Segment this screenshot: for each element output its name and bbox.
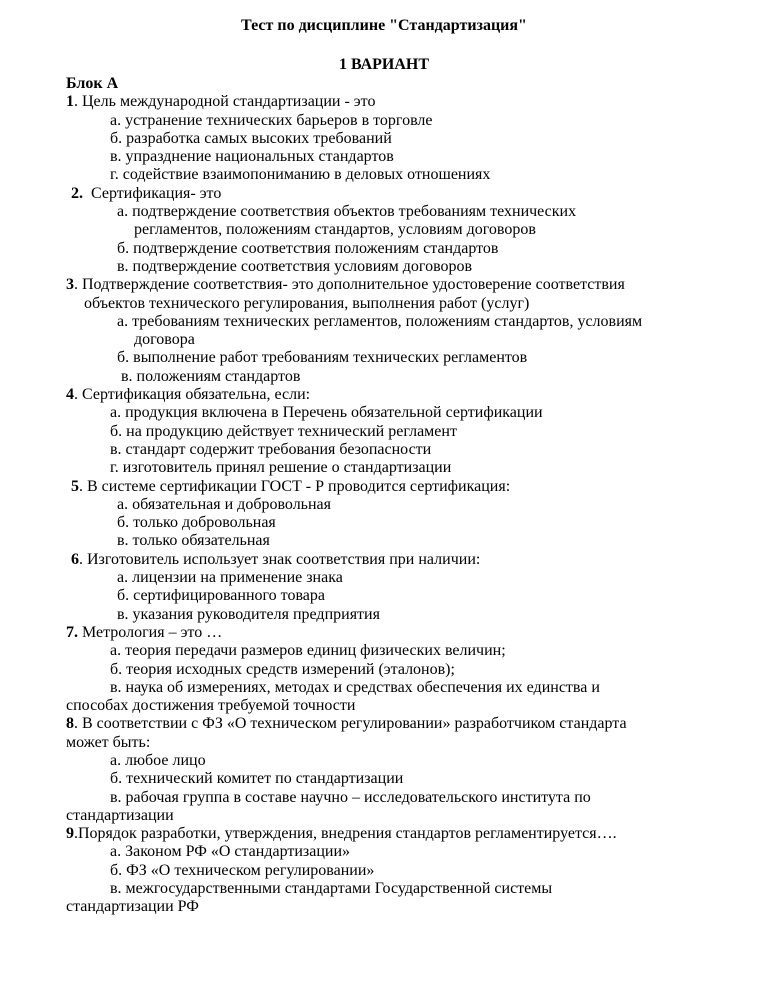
answer-option: б. разработка самых высоких требований	[110, 129, 392, 147]
answer-option: а. обязательная и добровольная	[117, 495, 331, 513]
question-text: . Изготовитель использует знак соответствия при наличии:	[79, 550, 481, 568]
answer-option: б. технический комитет по стандартизации	[110, 770, 404, 788]
question-text: . В системе сертификации ГОСТ - Р проводится сертификация:	[79, 477, 511, 495]
answer-option: в. стандарт содержит требования безопасности	[110, 440, 432, 458]
question-number: 8	[66, 715, 74, 733]
question-text: . В соответствии с ФЗ «О техническом регулировании» разработчиком стандарта	[74, 715, 627, 733]
question-text: .Порядок разработки, утверждения, внедрения стандартов регламентируется….	[74, 825, 617, 843]
question-number: 9	[66, 825, 74, 843]
answer-option: а. теория передачи размеров единиц физических величин;	[110, 642, 506, 660]
answer-option-continuation: договора	[134, 331, 195, 349]
question-number: 1	[66, 93, 74, 111]
answer-option: г. содействие взаимопониманию в деловых отношениях	[110, 166, 491, 184]
answer-option: а. устранение технических барьеров в торговле	[110, 111, 433, 129]
answer-option: в. рабочая группа в составе научно – исследовательского института по	[110, 788, 591, 806]
question-number: 5	[71, 477, 79, 495]
answer-option: а. требованиям технических регламентов, положениям стандартов, условиям	[117, 312, 643, 330]
answer-option-continuation: способах достижения требуемой точности	[66, 697, 356, 715]
answer-option: а. продукция включена в Перечень обязательной сертификации	[110, 404, 543, 422]
answer-option: а. Законом РФ «О стандартизации»	[110, 843, 351, 861]
answer-option: а. любое лицо	[110, 751, 206, 769]
question-number: 2.	[71, 184, 83, 202]
answer-option: б. ФЗ «О техническом регулировании»	[110, 861, 375, 879]
variant-heading: 1 ВАРИАНТ	[338, 56, 430, 73]
answer-option: г. изготовитель принял решение о стандартизации	[110, 459, 452, 477]
question-9	[66, 825, 726, 843]
answer-option-continuation: стандартизации	[66, 806, 174, 824]
question-text: . Цель международной стандартизации - это	[74, 93, 376, 111]
question-6	[66, 551, 726, 569]
question-number: 6	[71, 550, 79, 568]
answer-option: б. только добровольная	[117, 514, 276, 532]
question-text: Сертификация- это	[91, 184, 222, 202]
document-title: Тест по дисциплине "Стандартизация"	[241, 17, 527, 34]
question-text: . Подтверждение соответствия- это дополнительное удостоверение соответствия	[74, 276, 625, 294]
question-number: 7.	[66, 623, 78, 641]
answer-option: в. положениям стандартов	[121, 367, 301, 385]
answer-option: б. теория исходных средств измерений (эталонов);	[110, 660, 455, 678]
answer-option: в. наука об измерениях, методах и средствах обеспечения их единства и	[110, 678, 600, 696]
answer-option: в. только обязательная	[117, 532, 270, 550]
question-5	[66, 478, 726, 496]
answer-option: в. подтверждение соответствия условиям договоров	[117, 257, 473, 275]
answer-option-continuation: регламентов, положениям стандартов, условиям договоров	[134, 221, 536, 239]
question-4	[66, 386, 726, 404]
answer-option: в. указания руководителя предприятия	[117, 605, 380, 623]
answer-option: в. межгосударственными стандартами Государственной системы	[110, 880, 553, 898]
answer-option-continuation: стандартизации РФ	[66, 898, 199, 916]
answer-option: б. на продукцию действует технический регламент	[110, 422, 457, 440]
answer-option: а. подтверждение соответствия объектов требованиям технических	[117, 203, 577, 221]
answer-option: б. сертифицированного товара	[117, 587, 325, 605]
question-number: 4	[66, 386, 74, 404]
answer-option: а. лицензии на применение знака	[117, 569, 343, 587]
question-text: Метрология – это …	[78, 623, 223, 641]
block-heading: Блок А	[66, 75, 119, 92]
answer-option: б. подтверждение соответствия положениям стандартов	[117, 239, 499, 257]
question-3	[66, 276, 726, 294]
answer-option: в. упразднение национальных стандартов	[110, 148, 394, 166]
question-8	[66, 715, 726, 733]
question-text-continuation: объектов технического регулирования, выполнения работ (услуг)	[84, 294, 530, 312]
question-2	[66, 185, 726, 203]
question-number: 3	[66, 276, 74, 294]
answer-option: б. выполнение работ требованиям технических регламентов	[117, 349, 528, 367]
question-text: . Сертификация обязательна, если:	[74, 386, 311, 404]
test-content	[66, 75, 726, 917]
question-7	[66, 624, 726, 642]
question-text-continuation: может быть:	[66, 733, 151, 751]
question-1	[66, 93, 726, 111]
